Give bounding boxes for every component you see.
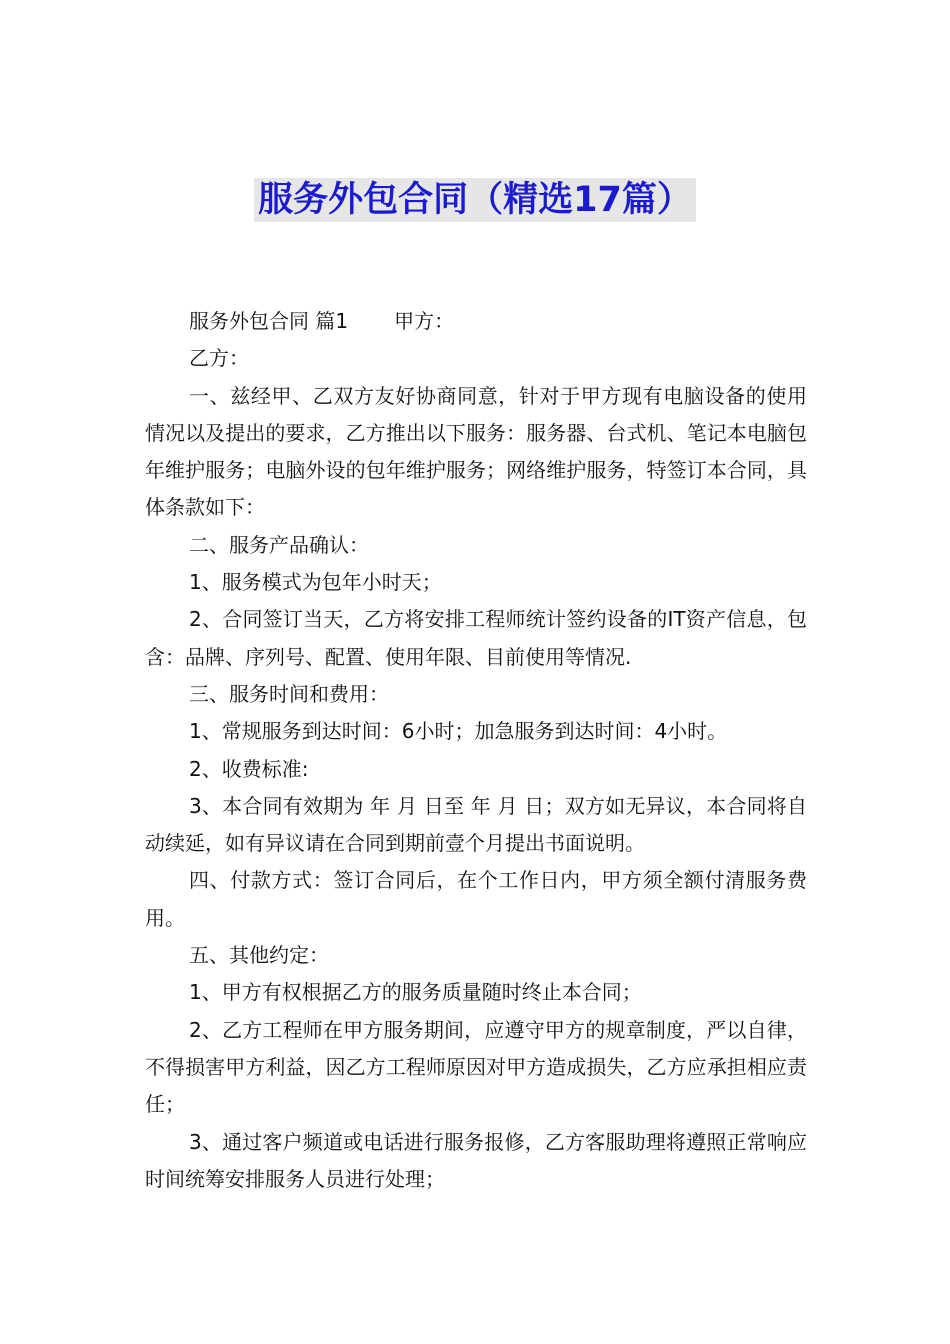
paragraph: 1、常规服务到达时间：6小时；加急服务到达时间：4小时。 <box>189 719 728 744</box>
paragraph: 三、服务时间和费用： <box>189 681 389 706</box>
section-heading: 服务外包合同 篇1 <box>189 309 349 333</box>
paragraph: 3、本合同有效期为 年 月 日至 年 月 日；双方如无异议，本合同将自动续延，如有异议请在合同到期前壹个月提出书面说明。 <box>145 793 807 856</box>
heading-line <box>145 303 807 340</box>
paragraph: 3、通过客户频道或电话进行服务报修，乙方客服助理将遵照正常响应时间统筹安排服务人员进行处理； <box>145 1129 807 1191</box>
document-title: 服务外包合同（精选17篇） <box>254 178 696 222</box>
paragraph: 五、其他约定： <box>189 943 329 968</box>
party-a-label: 甲方： <box>394 309 455 333</box>
title-container <box>0 178 950 222</box>
paragraph: 2、乙方工程师在甲方服务期间，应遵守甲方的规章制度，严以自律，不得损害甲方利益，因乙方工程师原因对甲方造成损失，乙方应承担相应责任； <box>145 1017 807 1117</box>
paragraph: 一、兹经甲、乙双方友好协商同意，针对于甲方现有电脑设备的使用情况以及提出的要求，乙方推出以下服务：服务器、台式机、笔记本电脑包年维护服务；电脑外设的包年维护服务；网络维护服务，特签订本合同，具体条款如下： <box>145 383 807 520</box>
paragraph: 1、服务模式为包年小时天； <box>189 570 442 595</box>
document-body <box>145 303 807 1198</box>
paragraph: 二、服务产品确认： <box>189 532 369 557</box>
paragraph: 2、合同签订当天，乙方将安排工程师统计签约设备的IT资产信息，包含：品牌、序列号、配置、使用年限、目前使用等情况. <box>145 607 807 669</box>
paragraph: 乙方： <box>189 346 249 371</box>
paragraph: 1、甲方有权根据乙方的服务质量随时终止本合同； <box>189 980 642 1005</box>
paragraph: 四、付款方式：签订合同后，在个工作日内，甲方须全额付清服务费用。 <box>145 868 807 930</box>
paragraph: 2、收费标准: <box>189 756 309 781</box>
